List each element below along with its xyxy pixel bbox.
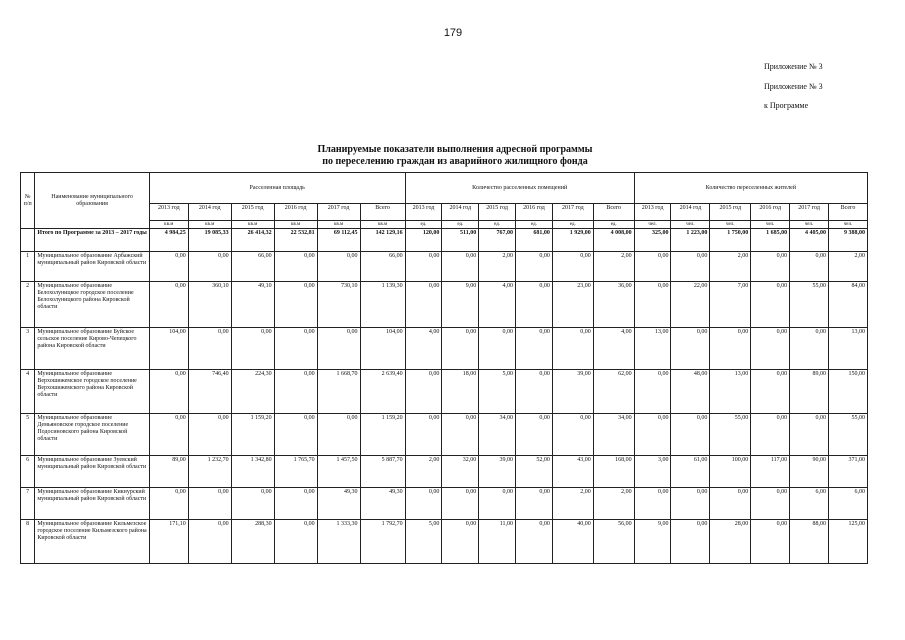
unit-header: ед. — [442, 221, 479, 229]
unit-header: ед. — [479, 221, 516, 229]
cell-value: 0,00 — [149, 370, 188, 414]
cell-value: 0,00 — [405, 370, 442, 414]
header-row — [21, 173, 868, 204]
table-row — [21, 414, 868, 456]
cell-value: 0,00 — [149, 282, 188, 328]
unit-header: кв.м — [231, 221, 274, 229]
unit-header: ед. — [405, 221, 442, 229]
cell-value: 224,30 — [231, 370, 274, 414]
cell-value: 22,00 — [671, 282, 710, 328]
cell-value: 34,00 — [479, 414, 516, 456]
unit-header: ед. — [516, 221, 553, 229]
header-area: Расселенная площадь — [149, 173, 405, 204]
cell-value: 168,00 — [593, 456, 634, 488]
cell-value: 2,00 — [828, 252, 867, 282]
cell-value: 104,00 — [149, 328, 188, 370]
table-row — [21, 252, 868, 282]
year-header: 2016 год — [751, 204, 790, 221]
year-header: 2015 год — [231, 204, 274, 221]
cell-value: 23,00 — [552, 282, 593, 328]
cell-value: 49,30 — [317, 488, 360, 520]
row-number: 1 — [21, 252, 35, 282]
cell-value: 0,00 — [405, 282, 442, 328]
cell-value: 0,00 — [751, 414, 790, 456]
row-number — [21, 229, 35, 252]
row-name: Муниципальное образование Кильмезское городское поселение Кильмезского района Кировской области — [35, 520, 150, 564]
cell-value: 0,00 — [405, 488, 442, 520]
unit-header: кв.м — [317, 221, 360, 229]
table-row — [21, 520, 868, 564]
unit-header: чел. — [634, 221, 671, 229]
cell-value: 0,00 — [671, 252, 710, 282]
row-name: Муниципальное образование Верхошижемское городское поселение Верхошижемского района Кировской области — [35, 370, 150, 414]
cell-value: 0,00 — [149, 488, 188, 520]
cell-value: 0,00 — [188, 252, 231, 282]
cell-value: 66,00 — [231, 252, 274, 282]
appendix-label: Приложение № 3 — [764, 82, 823, 91]
year-header: 2015 год — [710, 204, 751, 221]
unit-header: кв.м — [274, 221, 317, 229]
cell-value: 4,00 — [479, 282, 516, 328]
cell-value: 0,00 — [274, 370, 317, 414]
table-row — [21, 456, 868, 488]
cell-value: 26 414,32 — [231, 229, 274, 252]
row-name: Итого по Программе за 2013 – 2017 годы — [35, 229, 150, 252]
cell-value: 2 639,40 — [360, 370, 405, 414]
cell-value: 4,00 — [405, 328, 442, 370]
header-name: Наименование муниципального образования — [35, 173, 150, 229]
cell-value: 2,00 — [405, 456, 442, 488]
cell-value: 746,40 — [188, 370, 231, 414]
row-number: 7 — [21, 488, 35, 520]
cell-value: 0,00 — [442, 520, 479, 564]
cell-value: 4,00 — [593, 328, 634, 370]
document-title: Планируемые показатели выполнения адресной программы — [317, 144, 593, 155]
cell-value: 104,00 — [360, 328, 405, 370]
unit-header: чел. — [751, 221, 790, 229]
indicators-table — [20, 172, 868, 564]
year-header: 2014 год — [671, 204, 710, 221]
cell-value: 0,00 — [317, 252, 360, 282]
year-header: 2017 год — [790, 204, 829, 221]
cell-value: 36,00 — [593, 282, 634, 328]
cell-value: 0,00 — [671, 328, 710, 370]
row-number: 2 — [21, 282, 35, 328]
cell-value: 9,00 — [442, 282, 479, 328]
cell-value: 0,00 — [188, 328, 231, 370]
cell-value: 56,00 — [593, 520, 634, 564]
year-header: 2016 год — [274, 204, 317, 221]
cell-value: 0,00 — [442, 488, 479, 520]
program-label: к Программе — [764, 101, 809, 110]
cell-value: 62,00 — [593, 370, 634, 414]
cell-value: 0,00 — [751, 252, 790, 282]
cell-value: 2,00 — [593, 252, 634, 282]
cell-value: 2,00 — [479, 252, 516, 282]
cell-value: 0,00 — [442, 414, 479, 456]
year-header: 2016 год — [516, 204, 553, 221]
cell-value: 0,00 — [188, 520, 231, 564]
cell-value: 40,00 — [552, 520, 593, 564]
cell-value: 90,00 — [790, 456, 829, 488]
cell-value: 0,00 — [790, 328, 829, 370]
cell-value: 0,00 — [274, 520, 317, 564]
cell-value: 0,00 — [405, 252, 442, 282]
cell-value: 0,00 — [274, 252, 317, 282]
cell-value: 1 159,20 — [360, 414, 405, 456]
year-header: Всего — [828, 204, 867, 221]
cell-value: 142 129,16 — [360, 229, 405, 252]
cell-value: 4 405,00 — [790, 229, 829, 252]
cell-value: 0,00 — [552, 414, 593, 456]
cell-value: 48,00 — [671, 370, 710, 414]
cell-value: 1 232,70 — [188, 456, 231, 488]
cell-value: 9 388,00 — [828, 229, 867, 252]
cell-value: 1 929,00 — [552, 229, 593, 252]
cell-value: 0,00 — [516, 488, 553, 520]
year-header: Всего — [360, 204, 405, 221]
year-header: 2013 год — [634, 204, 671, 221]
cell-value: 0,00 — [710, 328, 751, 370]
cell-value: 511,00 — [442, 229, 479, 252]
cell-value: 1 333,30 — [317, 520, 360, 564]
cell-value: 88,00 — [790, 520, 829, 564]
row-number: 8 — [21, 520, 35, 564]
cell-value: 55,00 — [710, 414, 751, 456]
cell-value: 0,00 — [274, 414, 317, 456]
cell-value: 0,00 — [552, 252, 593, 282]
header-people: Количество переселенных жителей — [634, 173, 867, 204]
cell-value: 1 685,00 — [751, 229, 790, 252]
cell-value: 18,00 — [442, 370, 479, 414]
unit-header: ед. — [593, 221, 634, 229]
cell-value: 0,00 — [274, 328, 317, 370]
cell-value: 0,00 — [751, 282, 790, 328]
cell-value: 39,00 — [479, 456, 516, 488]
year-header: 2013 год — [149, 204, 188, 221]
cell-value: 0,00 — [149, 414, 188, 456]
cell-value: 13,00 — [634, 328, 671, 370]
table-row — [21, 282, 868, 328]
cell-value: 11,00 — [479, 520, 516, 564]
year-header: 2017 год — [317, 204, 360, 221]
cell-value: 0,00 — [634, 370, 671, 414]
cell-value: 767,00 — [479, 229, 516, 252]
cell-value: 0,00 — [479, 328, 516, 370]
cell-value: 0,00 — [751, 520, 790, 564]
year-header: 2014 год — [188, 204, 231, 221]
cell-value: 19 085,33 — [188, 229, 231, 252]
cell-value: 0,00 — [634, 488, 671, 520]
row-name: Муниципальное образование Белохолуницкое городское поселение Белохолуницкого района Кировской области — [35, 282, 150, 328]
unit-header: чел. — [790, 221, 829, 229]
cell-value: 66,00 — [360, 252, 405, 282]
cell-value: 0,00 — [516, 414, 553, 456]
cell-value: 730,10 — [317, 282, 360, 328]
cell-value: 6,00 — [790, 488, 829, 520]
cell-value: 125,00 — [828, 520, 867, 564]
cell-value: 0,00 — [751, 370, 790, 414]
cell-value: 150,00 — [828, 370, 867, 414]
table-row — [21, 370, 868, 414]
cell-value: 5,00 — [405, 520, 442, 564]
cell-value: 0,00 — [516, 520, 553, 564]
cell-value: 0,00 — [188, 488, 231, 520]
cell-value: 89,00 — [790, 370, 829, 414]
unit-header: чел. — [671, 221, 710, 229]
cell-value: 2,00 — [593, 488, 634, 520]
year-header: 2013 год — [405, 204, 442, 221]
cell-value: 681,00 — [516, 229, 553, 252]
cell-value: 0,00 — [317, 328, 360, 370]
cell-value: 120,00 — [405, 229, 442, 252]
page-number: 179 — [443, 27, 463, 39]
cell-value: 61,00 — [671, 456, 710, 488]
row-name: Муниципальное образование Буйское сельское поселение Кирово-Чепецкого района Кировской области — [35, 328, 150, 370]
cell-value: 69 112,45 — [317, 229, 360, 252]
cell-value: 32,00 — [442, 456, 479, 488]
cell-value: 5 887,70 — [360, 456, 405, 488]
cell-value: 1 223,00 — [671, 229, 710, 252]
cell-value: 171,10 — [149, 520, 188, 564]
cell-value: 1 792,70 — [360, 520, 405, 564]
table-row — [21, 488, 868, 520]
cell-value: 0,00 — [442, 328, 479, 370]
cell-value: 43,00 — [552, 456, 593, 488]
cell-value: 0,00 — [710, 488, 751, 520]
year-header: 2017 год — [552, 204, 593, 221]
cell-value: 0,00 — [405, 414, 442, 456]
cell-value: 7,00 — [710, 282, 751, 328]
cell-value: 0,00 — [274, 488, 317, 520]
cell-value: 0,00 — [317, 414, 360, 456]
cell-value: 1 139,30 — [360, 282, 405, 328]
cell-value: 1 765,70 — [274, 456, 317, 488]
row-name: Муниципальное образование Зуевский муниципальный район Кировской области — [35, 456, 150, 488]
cell-value: 49,30 — [360, 488, 405, 520]
row-number: 3 — [21, 328, 35, 370]
cell-value: 0,00 — [552, 328, 593, 370]
cell-value: 4 008,00 — [593, 229, 634, 252]
cell-value: 117,00 — [751, 456, 790, 488]
table-row — [21, 328, 868, 370]
cell-value: 0,00 — [671, 488, 710, 520]
cell-value: 2,00 — [710, 252, 751, 282]
cell-value: 0,00 — [516, 252, 553, 282]
cell-value: 52,00 — [516, 456, 553, 488]
cell-value: 6,00 — [828, 488, 867, 520]
cell-value: 1 342,80 — [231, 456, 274, 488]
cell-value: 49,10 — [231, 282, 274, 328]
cell-value: 1 668,70 — [317, 370, 360, 414]
cell-value: 0,00 — [231, 488, 274, 520]
appendix-label: Приложение № 3 — [764, 62, 823, 71]
cell-value: 55,00 — [790, 282, 829, 328]
cell-value: 0,00 — [671, 520, 710, 564]
header-number: № п/п — [21, 173, 35, 229]
row-name: Муниципальное образование Кикнурский муниципальный район Кировской области — [35, 488, 150, 520]
year-header: 2015 год — [479, 204, 516, 221]
unit-header: кв.м — [188, 221, 231, 229]
row-number: 5 — [21, 414, 35, 456]
cell-value: 0,00 — [274, 282, 317, 328]
cell-value: 4 984,25 — [149, 229, 188, 252]
cell-value: 0,00 — [516, 282, 553, 328]
cell-value: 0,00 — [479, 488, 516, 520]
cell-value: 0,00 — [516, 328, 553, 370]
cell-value: 5,00 — [479, 370, 516, 414]
unit-header: кв.м — [360, 221, 405, 229]
row-name: Муниципальное образование Демьяновское городское поселение Подосиновского района Кировской области — [35, 414, 150, 456]
row-name: Муниципальное образование Арбажский муниципальный район Кировской области — [35, 252, 150, 282]
cell-value: 34,00 — [593, 414, 634, 456]
cell-value: 89,00 — [149, 456, 188, 488]
unit-header: кв.м — [149, 221, 188, 229]
cell-value: 2,00 — [552, 488, 593, 520]
cell-value: 0,00 — [671, 414, 710, 456]
row-number: 4 — [21, 370, 35, 414]
cell-value: 0,00 — [634, 252, 671, 282]
cell-value: 28,00 — [710, 520, 751, 564]
cell-value: 0,00 — [751, 328, 790, 370]
year-header: 2014 год — [442, 204, 479, 221]
cell-value: 13,00 — [710, 370, 751, 414]
cell-value: 1 750,00 — [710, 229, 751, 252]
unit-header: ед. — [552, 221, 593, 229]
cell-value: 0,00 — [442, 252, 479, 282]
cell-value: 3,00 — [634, 456, 671, 488]
cell-value: 9,00 — [634, 520, 671, 564]
cell-value: 100,00 — [710, 456, 751, 488]
cell-value: 371,00 — [828, 456, 867, 488]
table-row-total — [21, 229, 868, 252]
cell-value: 0,00 — [634, 414, 671, 456]
row-number: 6 — [21, 456, 35, 488]
cell-value: 0,00 — [790, 414, 829, 456]
cell-value: 360,10 — [188, 282, 231, 328]
cell-value: 84,00 — [828, 282, 867, 328]
document-subtitle: по переселению граждан из аварийного жилищного фонда — [322, 156, 588, 167]
header-rooms: Количество расселенных помещений — [405, 173, 634, 204]
cell-value: 0,00 — [751, 488, 790, 520]
unit-header: чел. — [710, 221, 751, 229]
cell-value: 1 457,50 — [317, 456, 360, 488]
cell-value: 0,00 — [790, 252, 829, 282]
cell-value: 0,00 — [634, 282, 671, 328]
cell-value: 55,00 — [828, 414, 867, 456]
cell-value: 288,30 — [231, 520, 274, 564]
cell-value: 22 532,81 — [274, 229, 317, 252]
cell-value: 325,00 — [634, 229, 671, 252]
cell-value: 13,00 — [828, 328, 867, 370]
cell-value: 1 159,20 — [231, 414, 274, 456]
year-header: Всего — [593, 204, 634, 221]
cell-value: 0,00 — [231, 328, 274, 370]
cell-value: 0,00 — [188, 414, 231, 456]
cell-value: 0,00 — [516, 370, 553, 414]
cell-value: 0,00 — [149, 252, 188, 282]
cell-value: 39,00 — [552, 370, 593, 414]
unit-header: чел. — [828, 221, 867, 229]
